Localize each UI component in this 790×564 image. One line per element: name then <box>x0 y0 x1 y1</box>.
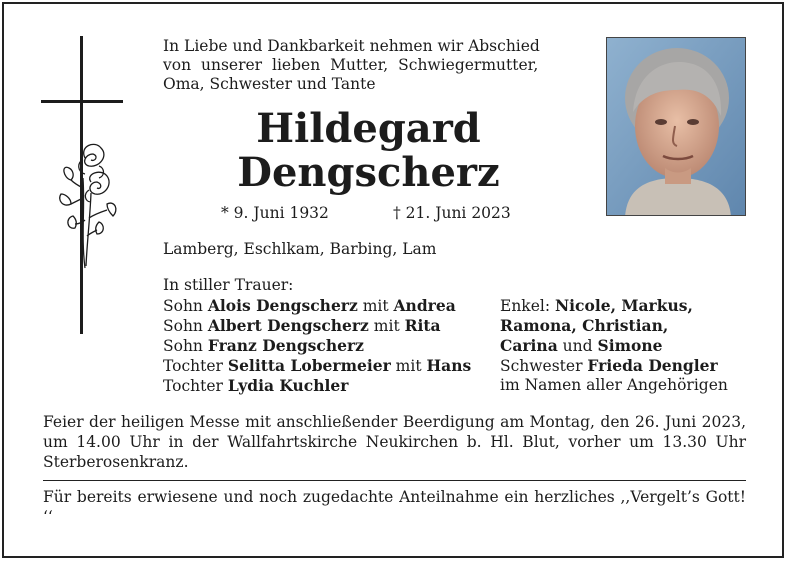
mit: mit <box>357 297 394 315</box>
enkel-names-1: Nicole, Markus, <box>554 296 693 315</box>
enkel-names-2: Ramona, Christian, <box>500 316 669 335</box>
portrait-photo <box>606 37 746 216</box>
intro-line-1: In Liebe und Dankbarkeit nehmen wir Abschied <box>163 37 540 55</box>
rose-icon <box>55 138 121 270</box>
places: Lamberg, Eschlkam, Barbing, Lam <box>163 240 437 258</box>
schwester-line <box>500 356 728 376</box>
partner-name: Rita <box>404 316 441 335</box>
schwester-name: Frieda Dengler <box>587 356 718 375</box>
mourner-name: Alois Dengscherz <box>207 296 358 315</box>
enkel-line-3 <box>500 336 728 356</box>
funeral-info: Feier der heiligen Messe mit anschließender Beerdigung am Montag, den 26. Juni 2023, um 14.00 Uhr in der Wallfahrtskirche Neukirchen b. Hl. Blut, vorher um 13.30 Uhr Sterberosenkranz. <box>43 413 746 471</box>
enkel-name-carina: Carina <box>500 336 558 355</box>
death-date: † 21. Juni 2023 <box>393 204 511 222</box>
relation: Tochter <box>163 377 228 395</box>
mit: mit <box>390 357 427 375</box>
intro-line-2-text: von unserer lieben Mutter, Schwiegermutter, <box>163 56 539 74</box>
intro-line-3: Oma, Schwester und Tante <box>163 75 376 93</box>
birth-date: * 9. Juni 1932 <box>221 204 329 222</box>
mourner-line <box>163 316 471 336</box>
mourner-line <box>163 296 471 316</box>
portrait-image <box>607 38 746 216</box>
enkel-label: Enkel: <box>500 297 555 315</box>
und: und <box>557 337 598 355</box>
relation: Sohn <box>163 317 208 335</box>
partner-name: Hans <box>426 356 472 375</box>
relation: Sohn <box>163 297 208 315</box>
deceased-first-name: Hildegard <box>256 105 481 152</box>
intro-line-2 <box>163 56 574 74</box>
thanks-text: Für bereits erwiesene und noch zugedachte Anteilnahme ein herzliches ,,Vergelt’s Gott! ‘‘ <box>43 488 746 526</box>
mourner-name: Albert Dengscherz <box>207 316 369 335</box>
cross-icon-beam <box>41 100 123 103</box>
mourner-line <box>163 376 471 396</box>
mourner-name: Selitta Lobermeier <box>227 356 391 375</box>
enkel-line-2 <box>500 316 728 336</box>
schwester-label: Schwester <box>500 357 588 375</box>
left-mourners-list <box>163 296 471 396</box>
mourner-line <box>163 336 471 356</box>
divider <box>43 480 746 481</box>
closing-line: im Namen aller Angehörigen <box>500 376 728 394</box>
mourner-name: Franz Dengscherz <box>207 336 364 355</box>
relation: Tochter <box>163 357 228 375</box>
relation: Sohn <box>163 337 208 355</box>
mourner-line <box>163 356 471 376</box>
enkel-name-simone: Simone <box>597 336 663 355</box>
deceased-last-name: Dengscherz <box>237 149 500 196</box>
mourners-heading: In stiller Trauer: <box>163 276 294 294</box>
partner-name: Andrea <box>393 296 456 315</box>
mourner-name: Lydia Kuchler <box>227 376 349 395</box>
mit: mit <box>368 317 405 335</box>
right-mourners-list <box>500 296 728 395</box>
enkel-line-1 <box>500 296 728 316</box>
